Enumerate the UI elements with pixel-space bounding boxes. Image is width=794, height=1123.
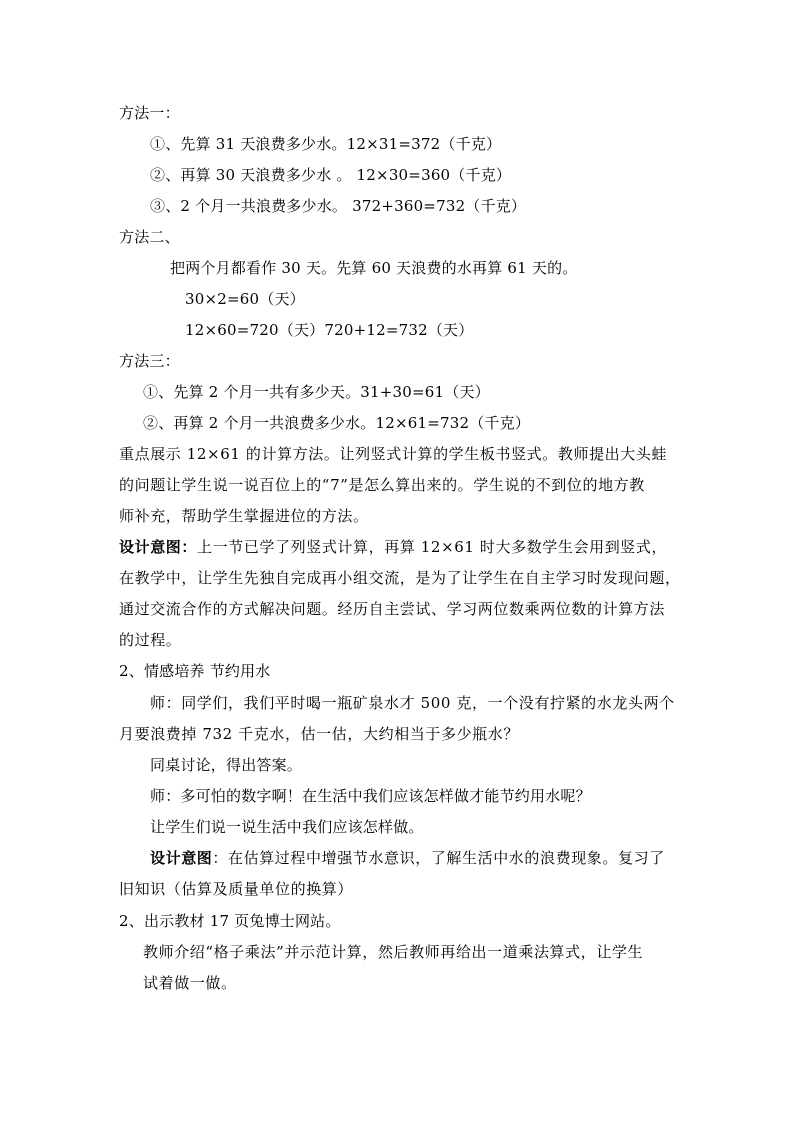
method2-intro: 把两个月都看作 30 天。先算 60 天浪费的水再算 61 天的。 bbox=[170, 259, 578, 277]
teacher-remark-line: 师：多可怕的数字啊！在生活中我们应该怎样做才能节约用水呢？ bbox=[150, 787, 591, 805]
grid-multiplication-line-2: 试着做一做。 bbox=[143, 974, 237, 992]
design-intent2-text: ：在估算过程中增强节水意识，了解生活中水的浪费现象。复习了 bbox=[212, 849, 665, 867]
method1-heading: 方法一： bbox=[119, 104, 180, 122]
method1-step2: ②、再算 30 天浪费多少水 。 12×30=360（千克） bbox=[150, 166, 512, 184]
design-intent-line-4: 的过程。 bbox=[119, 631, 182, 649]
design-intent-line-2: 在教学中，让学生先独自完成再小组交流，是为了让学生在自主学习时发现问题， bbox=[119, 569, 681, 587]
teacher-question-line-2: 月要浪费掉 732 千克水，估一估，大约相当于多少瓶水？ bbox=[119, 725, 519, 743]
students-line: 让学生们说一说生活中我们应该怎样做。 bbox=[150, 818, 424, 836]
design-intent-line-3: 通过交流合作的方式解决问题。经历自主尝试、学习两位数乘两位数的计算方法 bbox=[119, 600, 666, 618]
method2-calc1: 30×2=60（天） bbox=[185, 290, 305, 308]
discussion-line: 同桌讨论，得出答案。 bbox=[150, 756, 303, 774]
method2-heading: 方法二、 bbox=[119, 228, 180, 246]
design-intent-line-1 bbox=[119, 537, 667, 557]
method3-step2: ②、再算 2 个月一共浪费多少水。12×61=732（千克） bbox=[143, 414, 531, 432]
section2-heading: 2、情感培养 节约用水 bbox=[119, 662, 271, 680]
design-intent2-line-2: 旧知识（估算及质量单位的换算） bbox=[119, 880, 354, 898]
method3-heading: 方法三： bbox=[119, 352, 180, 370]
focus-line-3: 师补充，帮助学生掌握进位的方法。 bbox=[119, 507, 369, 525]
design-intent2-label: 设计意图 bbox=[150, 849, 213, 867]
grid-multiplication-line-1: 教师介绍“格子乘法”并示范计算，然后教师再给出一道乘法算式，让学生 bbox=[143, 943, 644, 961]
focus-line-1: 重点展示 12×61 的计算方法。让列竖式计算的学生板书竖式。教师提出大头蛙 bbox=[119, 445, 668, 463]
design-intent-label: 设计意图： bbox=[119, 538, 198, 556]
design-intent-text: 上一节已学了列竖式计算，再算 12×61 时大多数学生会用到竖式， bbox=[197, 538, 668, 556]
method3-step1: ①、先算 2 个月一共有多少天。31+30=61（天） bbox=[143, 383, 490, 401]
method2-calc2: 12×60=720（天）720+12=732（天） bbox=[185, 321, 474, 339]
focus-line-2: 的问题让学生说一说百位上的“7”是怎么算出来的。学生说的不到位的地方教 bbox=[119, 476, 645, 494]
method1-step3: ③、2 个月一共浪费多少水。 372+360=732（千克） bbox=[150, 197, 527, 215]
method1-step1: ①、先算 31 天浪费多少水。12×31=372（千克） bbox=[150, 135, 502, 153]
section3-heading: 2、出示教材 17 页兔博士网站。 bbox=[119, 912, 341, 930]
design-intent2-line-1 bbox=[150, 848, 665, 868]
teacher-question-line-1: 师：同学们，我们平时喝一瓶矿泉水才 500 克，一个没有拧紧的水龙头两个 bbox=[150, 694, 675, 712]
